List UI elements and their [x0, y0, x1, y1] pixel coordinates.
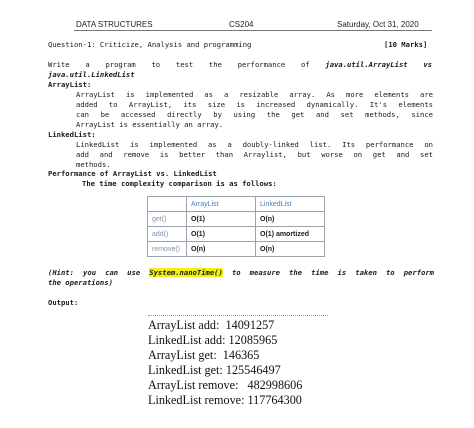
- hint-line-2: the operations): [48, 278, 113, 287]
- operation-cell: remove(): [148, 242, 187, 257]
- output-line: LinkedList get: 125546497: [148, 363, 281, 377]
- linkedlist-cell: O(n): [256, 242, 325, 257]
- arraylist-cell: O(n): [187, 242, 256, 257]
- course-title: DATA STRUCTURES: [76, 20, 153, 29]
- header-divider: [74, 30, 432, 31]
- linkedlist-line: add and remove is better than Arraylist, but worse on get and set: [76, 150, 433, 159]
- table-header-cell: LinkedList: [256, 197, 325, 212]
- question-marks: [10 Marks]: [384, 40, 428, 49]
- arraylist-line: added to ArrayList, its size is increased dynamically. It's elements: [76, 100, 433, 109]
- output-line: ArrayList remove: 482998606: [148, 378, 303, 392]
- arraylist-cell: O(1): [187, 227, 256, 242]
- arraylist-line: can be accessed directly by using the get and set methods, since: [76, 110, 433, 119]
- table-row: [148, 212, 325, 227]
- linkedlist-line: LinkedList is implemented as a doubly-linked list. Its performance on: [76, 140, 433, 149]
- question-title: Question-1: Criticize, Analysis and programming: [48, 40, 252, 49]
- intro-code-linkedlist: java.util.LinkedList: [48, 70, 135, 79]
- operation-cell: add(): [148, 227, 187, 242]
- table-header-cell: [148, 197, 187, 212]
- operation-cell: get(): [148, 212, 187, 227]
- complexity-table: [147, 196, 325, 257]
- linkedlist-cell: O(1) amortized: [256, 227, 325, 242]
- arraylist-heading: ArrayList:: [48, 80, 92, 89]
- intro-code-arraylist: java.util.ArrayList vs: [325, 60, 433, 69]
- arraylist-cell: O(1): [187, 212, 256, 227]
- table-row: [148, 227, 325, 242]
- linkedlist-cell: O(n): [256, 212, 325, 227]
- output-screenshot: [148, 318, 302, 408]
- output-label: Output:: [48, 298, 79, 307]
- table-row: [148, 242, 325, 257]
- linkedlist-heading: LinkedList:: [48, 130, 96, 139]
- hint-code: System.nanoTime(): [149, 268, 223, 277]
- output-line: LinkedList add: 12085965: [148, 333, 278, 347]
- intro-line-1: [48, 60, 432, 70]
- output-top-border: [148, 315, 328, 316]
- intro-text: Write a program to test the performance of: [48, 60, 310, 69]
- output-line: LinkedList remove: 117764300: [148, 393, 302, 407]
- arraylist-line: ArrayList is essentially an array.: [76, 120, 224, 129]
- output-line: ArrayList add: 14091257: [148, 318, 275, 332]
- date: Saturday, Oct 31, 2020: [337, 20, 419, 29]
- performance-subheading: The time complexity comparison is as follows:: [82, 179, 277, 188]
- arraylist-line: ArrayList is implemented as a resizable array. As more elements are: [76, 90, 433, 99]
- hint-line-1: [48, 268, 434, 278]
- table-header-cell: ArrayList: [187, 197, 256, 212]
- hint-text: (Hint: you can use: [48, 268, 141, 277]
- hint-text: to measure the time is taken to perform: [231, 268, 435, 277]
- linkedlist-line: methods.: [76, 160, 111, 169]
- table-header-row: [148, 197, 325, 212]
- output-line: ArrayList get: 146365: [148, 348, 260, 362]
- performance-heading: Performance of ArrayList vs. LinkedList: [48, 169, 217, 178]
- course-code: CS204: [229, 20, 254, 29]
